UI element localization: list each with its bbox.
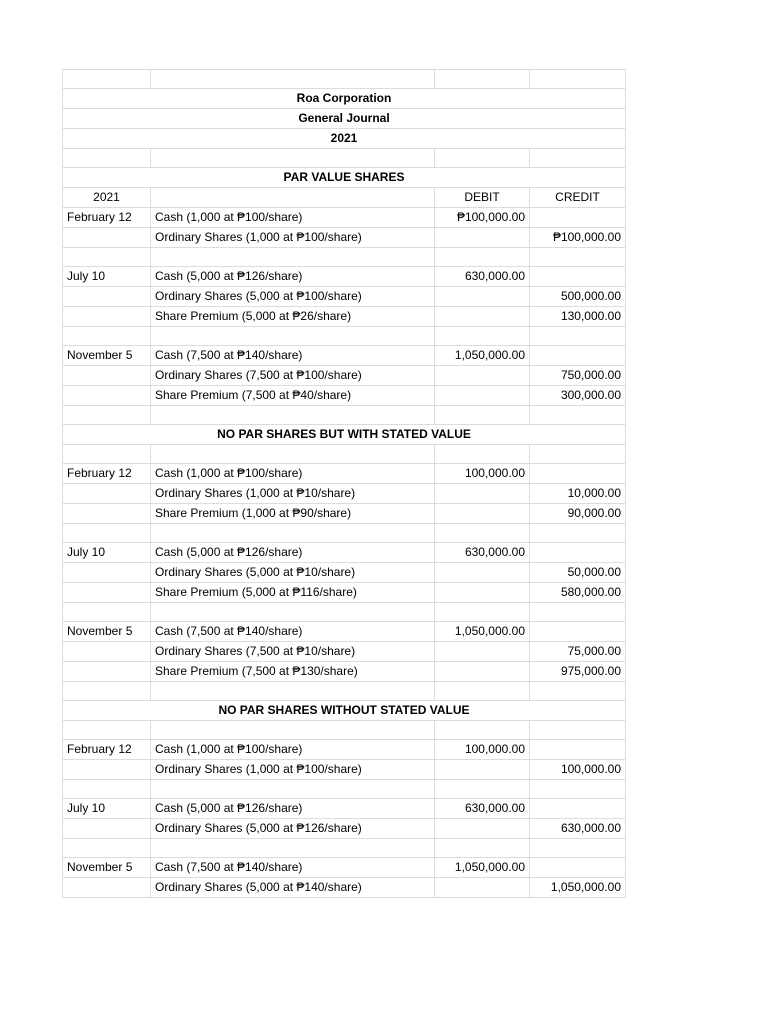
entry-date[interactable]: November 5: [63, 858, 151, 878]
account-description[interactable]: Share Premium (1,000 at ₱90/share): [151, 504, 435, 524]
journal-line: [63, 464, 626, 484]
credit-amount[interactable]: 75,000.00: [530, 642, 626, 662]
cell[interactable]: [63, 445, 151, 464]
section-title[interactable]: PAR VALUE SHARES: [63, 168, 626, 188]
cell[interactable]: [151, 406, 435, 425]
credit-amount[interactable]: [530, 858, 626, 878]
debit-amount[interactable]: [435, 760, 530, 780]
journal-line: [63, 287, 626, 307]
journal-body: [63, 70, 626, 898]
cell[interactable]: [435, 721, 530, 740]
debit-amount[interactable]: [435, 583, 530, 603]
cell[interactable]: [530, 327, 626, 346]
account-description[interactable]: Share Premium (7,500 at ₱40/share): [151, 386, 435, 406]
credit-amount[interactable]: 750,000.00: [530, 366, 626, 386]
journal-line: [63, 208, 626, 228]
debit-amount[interactable]: [435, 386, 530, 406]
account-description[interactable]: Cash (5,000 at ₱126/share): [151, 267, 435, 287]
header-row: [63, 109, 626, 129]
cell[interactable]: [530, 603, 626, 622]
journal-line: [63, 307, 626, 327]
credit-amount[interactable]: [530, 543, 626, 563]
credit-amount[interactable]: [530, 208, 626, 228]
header-row: [63, 129, 626, 149]
debit-amount[interactable]: 630,000.00: [435, 267, 530, 287]
account-description[interactable]: Cash (7,500 at ₱140/share): [151, 858, 435, 878]
cell[interactable]: [63, 327, 151, 346]
cell[interactable]: [63, 721, 151, 740]
cell[interactable]: [530, 721, 626, 740]
journal-line: [63, 642, 626, 662]
debit-amount[interactable]: [435, 563, 530, 583]
cell[interactable]: [435, 445, 530, 464]
account-description[interactable]: Cash (7,500 at ₱140/share): [151, 622, 435, 642]
entry-date[interactable]: [63, 287, 151, 307]
entry-date[interactable]: July 10: [63, 799, 151, 819]
credit-amount[interactable]: 300,000.00: [530, 386, 626, 406]
entry-date[interactable]: [63, 366, 151, 386]
account-column-header[interactable]: [151, 188, 435, 208]
journal-line: [63, 583, 626, 603]
entry-date[interactable]: November 5: [63, 622, 151, 642]
entry-date[interactable]: [63, 386, 151, 406]
debit-amount[interactable]: [435, 662, 530, 682]
cell[interactable]: [151, 524, 435, 543]
entry-date[interactable]: [63, 484, 151, 504]
spacer-row: [63, 721, 626, 740]
debit-amount[interactable]: 1,050,000.00: [435, 346, 530, 366]
account-description[interactable]: Ordinary Shares (5,000 at ₱126/share): [151, 819, 435, 839]
journal-line: [63, 740, 626, 760]
cell[interactable]: [151, 248, 435, 267]
credit-amount[interactable]: 1,050,000.00: [530, 878, 626, 898]
entry-date[interactable]: [63, 504, 151, 524]
entry-date[interactable]: July 10: [63, 543, 151, 563]
cell[interactable]: [435, 248, 530, 267]
debit-amount[interactable]: [435, 484, 530, 504]
account-description[interactable]: Ordinary Shares (5,000 at ₱100/share): [151, 287, 435, 307]
account-description[interactable]: Share Premium (7,500 at ₱130/share): [151, 662, 435, 682]
credit-amount[interactable]: ₱100,000.00: [530, 228, 626, 248]
debit-amount[interactable]: 630,000.00: [435, 799, 530, 819]
journal-line: [63, 878, 626, 898]
account-description[interactable]: Cash (5,000 at ₱126/share): [151, 799, 435, 819]
cell[interactable]: [63, 603, 151, 622]
debit-amount[interactable]: [435, 819, 530, 839]
journal-line: [63, 799, 626, 819]
journal-year[interactable]: 2021: [63, 129, 626, 149]
credit-amount[interactable]: 580,000.00: [530, 583, 626, 603]
cell[interactable]: [530, 524, 626, 543]
cell[interactable]: [530, 445, 626, 464]
cell[interactable]: [530, 248, 626, 267]
credit-amount[interactable]: [530, 622, 626, 642]
cell[interactable]: [435, 839, 530, 858]
entry-date[interactable]: [63, 642, 151, 662]
debit-amount[interactable]: 1,050,000.00: [435, 622, 530, 642]
debit-amount[interactable]: [435, 504, 530, 524]
journal-line: [63, 819, 626, 839]
cell[interactable]: [151, 70, 435, 89]
account-description[interactable]: Ordinary Shares (1,000 at ₱10/share): [151, 484, 435, 504]
account-description[interactable]: Cash (1,000 at ₱100/share): [151, 208, 435, 228]
section-title[interactable]: NO PAR SHARES WITHOUT STATED VALUE: [63, 701, 626, 721]
entry-date[interactable]: [63, 228, 151, 248]
cell[interactable]: [151, 149, 435, 168]
debit-column-header[interactable]: DEBIT: [435, 188, 530, 208]
entry-date[interactable]: [63, 878, 151, 898]
section-title-row: [63, 168, 626, 188]
cell[interactable]: [530, 780, 626, 799]
entry-date[interactable]: February 12: [63, 740, 151, 760]
account-description[interactable]: Cash (7,500 at ₱140/share): [151, 346, 435, 366]
account-description[interactable]: Ordinary Shares (1,000 at ₱100/share): [151, 760, 435, 780]
cell[interactable]: [63, 682, 151, 701]
account-description[interactable]: Ordinary Shares (5,000 at ₱140/share): [151, 878, 435, 898]
spacer-row: [63, 445, 626, 464]
entry-date[interactable]: [63, 760, 151, 780]
section-title-row: [63, 425, 626, 445]
credit-amount[interactable]: 130,000.00: [530, 307, 626, 327]
debit-amount[interactable]: [435, 878, 530, 898]
company-name[interactable]: Roa Corporation: [63, 89, 626, 109]
journal-line: [63, 366, 626, 386]
cell[interactable]: [530, 406, 626, 425]
cell[interactable]: [435, 406, 530, 425]
cell[interactable]: [435, 149, 530, 168]
cell[interactable]: [530, 839, 626, 858]
spacer-row: [63, 248, 626, 267]
journal-line: [63, 662, 626, 682]
cell[interactable]: [435, 70, 530, 89]
year-column-header[interactable]: 2021: [63, 188, 151, 208]
cell[interactable]: [435, 682, 530, 701]
cell[interactable]: [435, 327, 530, 346]
debit-amount[interactable]: 630,000.00: [435, 543, 530, 563]
debit-amount[interactable]: [435, 228, 530, 248]
cell[interactable]: [530, 682, 626, 701]
credit-amount[interactable]: [530, 464, 626, 484]
account-description[interactable]: Share Premium (5,000 at ₱26/share): [151, 307, 435, 327]
debit-amount[interactable]: 100,000.00: [435, 740, 530, 760]
entry-date[interactable]: [63, 583, 151, 603]
spacer-row: [63, 327, 626, 346]
debit-amount[interactable]: [435, 366, 530, 386]
account-description[interactable]: Ordinary Shares (7,500 at ₱10/share): [151, 642, 435, 662]
journal-line: [63, 504, 626, 524]
credit-column-header[interactable]: CREDIT: [530, 188, 626, 208]
account-description[interactable]: Cash (5,000 at ₱126/share): [151, 543, 435, 563]
journal-line: [63, 346, 626, 366]
column-header-row: [63, 188, 626, 208]
account-description[interactable]: Cash (1,000 at ₱100/share): [151, 464, 435, 484]
cell[interactable]: [63, 406, 151, 425]
credit-amount[interactable]: [530, 267, 626, 287]
account-description[interactable]: Cash (1,000 at ₱100/share): [151, 740, 435, 760]
cell[interactable]: [530, 70, 626, 89]
credit-amount[interactable]: 10,000.00: [530, 484, 626, 504]
entry-date[interactable]: [63, 819, 151, 839]
cell[interactable]: [63, 524, 151, 543]
cell[interactable]: [530, 149, 626, 168]
journal-table: [62, 69, 626, 898]
cell[interactable]: [63, 839, 151, 858]
journal-line: [63, 386, 626, 406]
entry-date[interactable]: [63, 307, 151, 327]
debit-amount[interactable]: 100,000.00: [435, 464, 530, 484]
debit-amount[interactable]: [435, 287, 530, 307]
spacer-row: [63, 149, 626, 168]
journal-line: [63, 760, 626, 780]
cell[interactable]: [435, 603, 530, 622]
cell[interactable]: [63, 780, 151, 799]
account-description[interactable]: Ordinary Shares (5,000 at ₱10/share): [151, 563, 435, 583]
entry-date[interactable]: July 10: [63, 267, 151, 287]
section-title-row: [63, 701, 626, 721]
entry-date[interactable]: February 12: [63, 208, 151, 228]
credit-amount[interactable]: 500,000.00: [530, 287, 626, 307]
debit-amount[interactable]: [435, 642, 530, 662]
credit-amount[interactable]: 100,000.00: [530, 760, 626, 780]
account-description[interactable]: Share Premium (5,000 at ₱116/share): [151, 583, 435, 603]
credit-amount[interactable]: [530, 799, 626, 819]
account-description[interactable]: Ordinary Shares (1,000 at ₱100/share): [151, 228, 435, 248]
journal-line: [63, 622, 626, 642]
journal-line: [63, 484, 626, 504]
entry-date[interactable]: [63, 662, 151, 682]
cell[interactable]: [151, 445, 435, 464]
section-title[interactable]: NO PAR SHARES BUT WITH STATED VALUE: [63, 425, 626, 445]
cell[interactable]: [63, 149, 151, 168]
debit-amount[interactable]: 1,050,000.00: [435, 858, 530, 878]
cell[interactable]: [151, 603, 435, 622]
account-description[interactable]: Ordinary Shares (7,500 at ₱100/share): [151, 366, 435, 386]
journal-title[interactable]: General Journal: [63, 109, 626, 129]
credit-amount[interactable]: [530, 740, 626, 760]
journal-line: [63, 543, 626, 563]
credit-amount[interactable]: 90,000.00: [530, 504, 626, 524]
cell[interactable]: [151, 780, 435, 799]
cell[interactable]: [63, 70, 151, 89]
cell[interactable]: [151, 327, 435, 346]
cell[interactable]: [151, 721, 435, 740]
cell[interactable]: [151, 682, 435, 701]
debit-amount[interactable]: ₱100,000.00: [435, 208, 530, 228]
spacer-row: [63, 682, 626, 701]
credit-amount[interactable]: 50,000.00: [530, 563, 626, 583]
spacer-row: [63, 524, 626, 543]
debit-amount[interactable]: [435, 307, 530, 327]
spacer-row: [63, 780, 626, 799]
cell[interactable]: [151, 839, 435, 858]
credit-amount[interactable]: 975,000.00: [530, 662, 626, 682]
header-row: [63, 89, 626, 109]
journal-line: [63, 228, 626, 248]
journal-line: [63, 563, 626, 583]
cell[interactable]: [63, 248, 151, 267]
entry-date[interactable]: February 12: [63, 464, 151, 484]
spacer-row: [63, 406, 626, 425]
entry-date[interactable]: [63, 563, 151, 583]
credit-amount[interactable]: 630,000.00: [530, 819, 626, 839]
entry-date[interactable]: November 5: [63, 346, 151, 366]
journal-line: [63, 858, 626, 878]
credit-amount[interactable]: [530, 346, 626, 366]
spacer-row: [63, 839, 626, 858]
cell[interactable]: [435, 524, 530, 543]
spacer-row: [63, 70, 626, 89]
spacer-row: [63, 603, 626, 622]
cell[interactable]: [435, 780, 530, 799]
journal-line: [63, 267, 626, 287]
